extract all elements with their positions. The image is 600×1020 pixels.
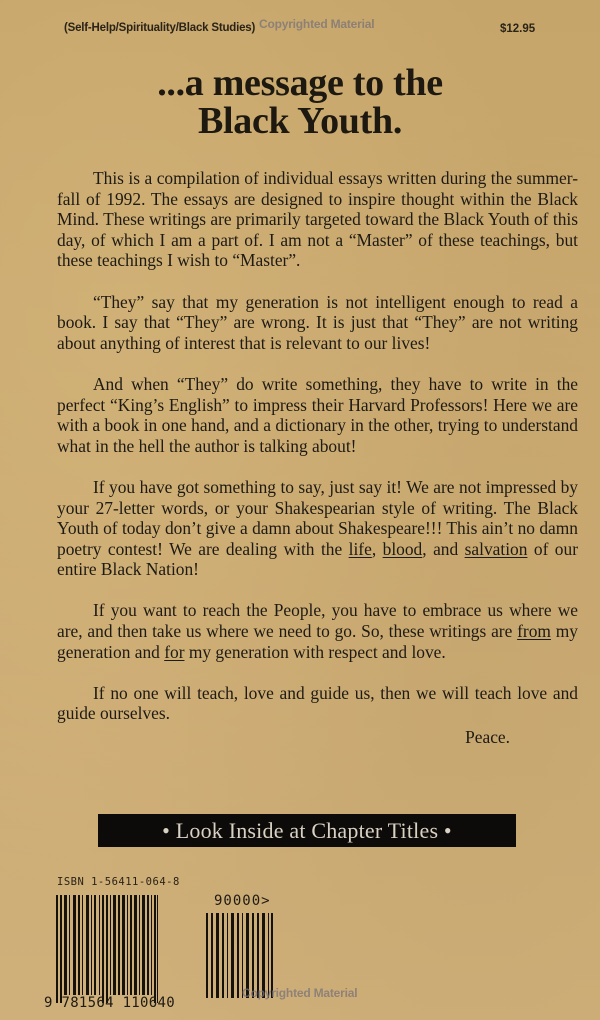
underlined-life: life [348,538,372,559]
paragraph-5: If you want to reach the People, you have to embrace us where we are, and then take us where we need to go. So, these writings are from my generation and for my generation with respect and love. [57,600,578,662]
look-inside-banner: • Look Inside at Chapter Titles • [98,814,516,847]
headline-line-2: Black Youth. [197,100,403,142]
category-label: (Self-Help/Spirituality/Black Studies) [64,22,256,34]
ean-barcode [56,895,158,995]
watermark-top: Copyrighted Material [259,17,375,31]
paragraph-2: “They” say that my generation is not intelligent enough to read a book. I say that “They” are wrong. It is just that “They” are not writing about anything of interest that is relevant to our lives! [57,291,578,353]
paragraph-4: If you have got something to say, just say it! We are not impressed by your 27-letter words, or your Shakespearian style of writing. The Black Youth of today don’t give a damn about Shakespeare!!! This ain’t no damn poetry contest! We are dealing with the life, blood, and salvation of our entire Black Nation! [57,476,578,580]
sign-off: Peace. [465,726,510,747]
headline-line-1: ...a message to the [157,62,443,104]
headline [0,64,600,140]
underlined-salvation: salvation [464,538,528,559]
paragraph-3: And when “They” do write something, they have to write in the perfect “King’s English” to impress their Harvard Professors! Here we are with a book in one hand, and a dictionary in the other, trying to understand what in the hell the author is talking about! [57,373,578,456]
blurb-body [57,168,578,747]
price-label: $12.95 [500,23,536,35]
underlined-for: for [164,641,185,662]
paragraph-1: This is a compilation of individual essays written during the summer-fall of 1992. The essays are designed to inspire thought within the Black Mind. These writings are primarily targeted toward the Black Youth of this day, of which I am a part of. I am not a “Master” of these teachings, but these teachings I wish to “Master”. [57,168,578,271]
underlined-from: from [517,621,551,642]
watermark-bottom: Copyrighted Material [242,986,358,1000]
underlined-blood: blood [382,538,423,559]
isbn-label: ISBN 1-56411-064-8 [57,876,180,888]
ean-digits: 9 781564 110640 [44,995,175,1011]
price-addon-digits: 90000> [214,893,271,909]
paragraph-6: If no one will teach, love and guide us, then we will teach love and guide ourselves. [57,682,578,724]
